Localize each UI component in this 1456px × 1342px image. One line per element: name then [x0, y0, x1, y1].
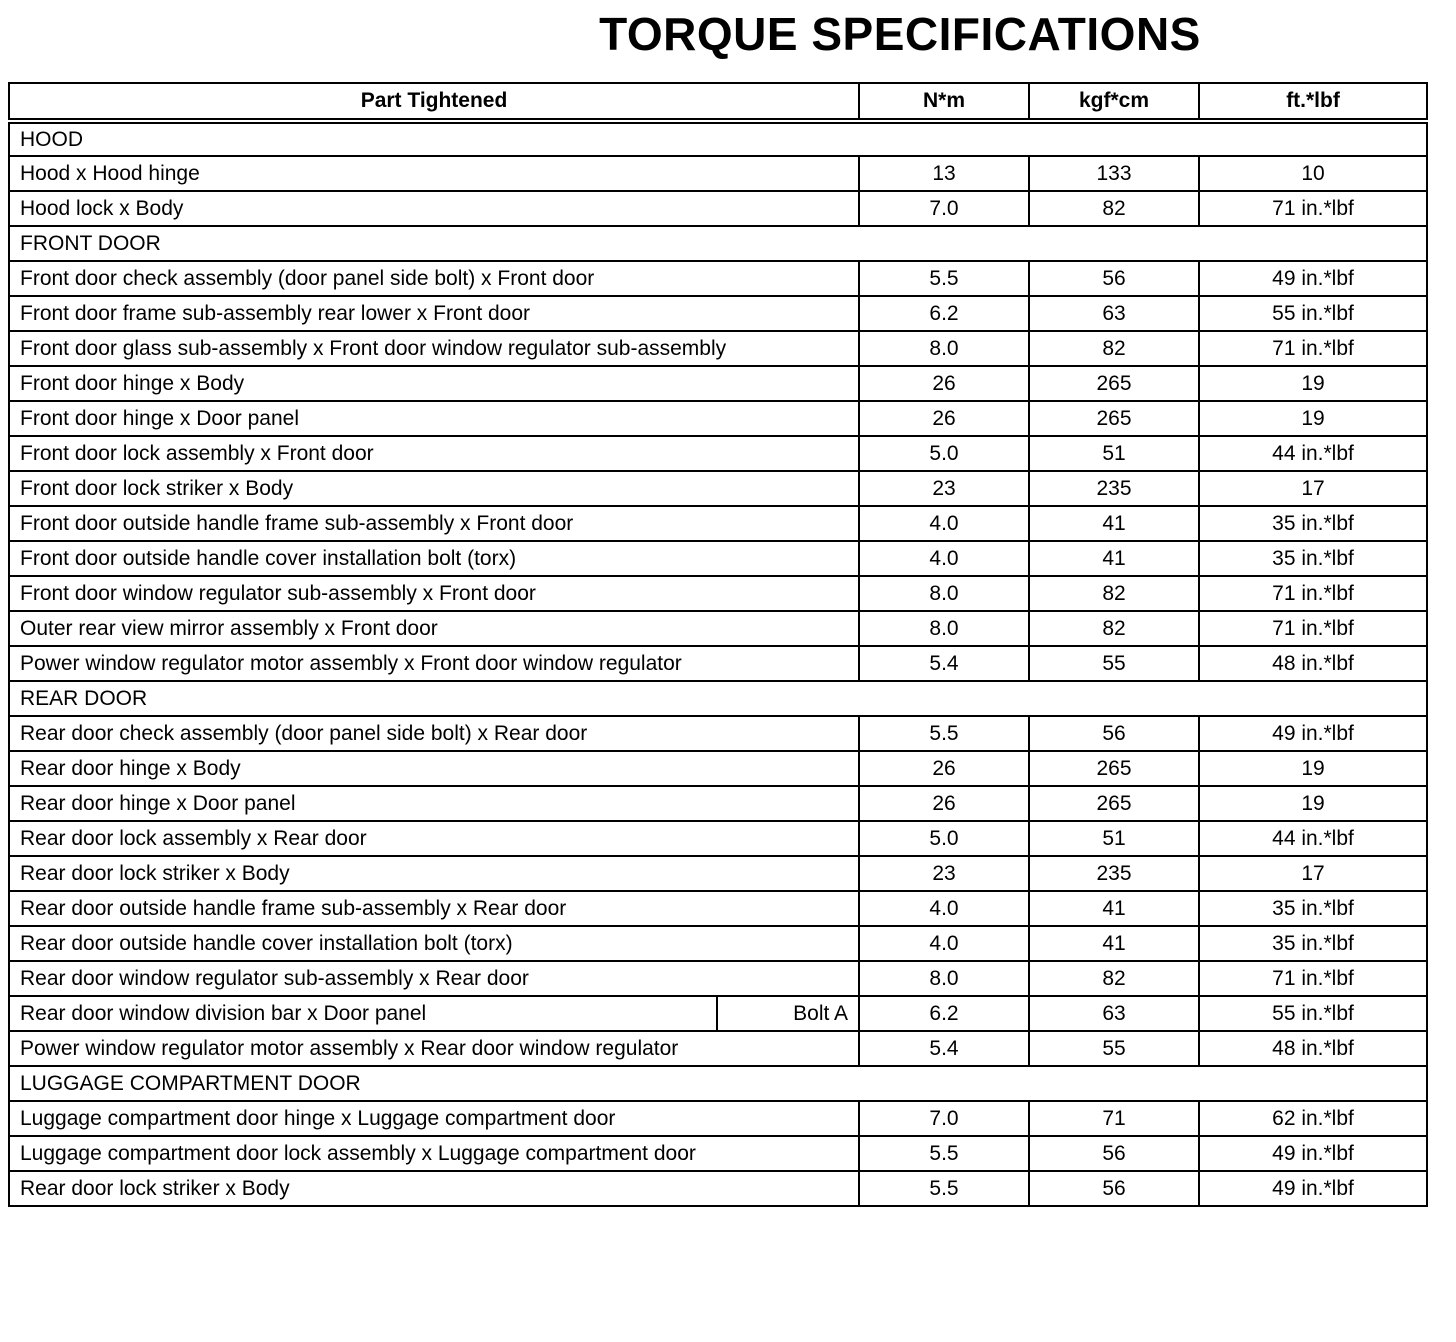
part-name-cell: Rear door window division bar x Door panel	[9, 996, 717, 1031]
table-row	[9, 821, 1427, 856]
table-row	[9, 296, 1427, 331]
nm-value-cell: 5.5	[859, 1136, 1029, 1171]
kgf-value-cell: 51	[1029, 821, 1199, 856]
part-name-cell: Outer rear view mirror assembly x Front door	[9, 611, 859, 646]
ft-lbf-value-cell: 49 in.*lbf	[1199, 1136, 1427, 1171]
table-row	[9, 786, 1427, 821]
table-row	[9, 891, 1427, 926]
kgf-value-cell: 56	[1029, 1171, 1199, 1206]
table-row	[9, 191, 1427, 226]
section-heading: FRONT DOOR	[9, 226, 1427, 261]
ft-lbf-value-cell: 44 in.*lbf	[1199, 436, 1427, 471]
part-name-cell: Rear door hinge x Door panel	[9, 786, 859, 821]
table-row	[9, 856, 1427, 891]
section-row	[9, 121, 1427, 156]
table-row	[9, 506, 1427, 541]
ft-lbf-value-cell: 48 in.*lbf	[1199, 1031, 1427, 1066]
kgf-value-cell: 265	[1029, 401, 1199, 436]
part-name-cell: Front door frame sub-assembly rear lower x Front door	[9, 296, 859, 331]
part-name-cell: Rear door lock striker x Body	[9, 1171, 859, 1206]
section-heading: REAR DOOR	[9, 681, 1427, 716]
kgf-value-cell: 82	[1029, 961, 1199, 996]
ft-lbf-value-cell: 49 in.*lbf	[1199, 261, 1427, 296]
table-row	[9, 366, 1427, 401]
page-title: TORQUE SPECIFICATIONS	[599, 8, 1201, 60]
ft-lbf-value-cell: 10	[1199, 156, 1427, 191]
part-name-cell: Hood lock x Body	[9, 191, 859, 226]
kgf-value-cell: 265	[1029, 786, 1199, 821]
part-name-cell: Rear door check assembly (door panel side bolt) x Rear door	[9, 716, 859, 751]
kgf-value-cell: 63	[1029, 296, 1199, 331]
nm-value-cell: 6.2	[859, 996, 1029, 1031]
ft-lbf-value-cell: 71 in.*lbf	[1199, 961, 1427, 996]
part-name-cell: Front door outside handle cover installation bolt (torx)	[9, 541, 859, 576]
nm-value-cell: 23	[859, 856, 1029, 891]
kgf-value-cell: 82	[1029, 611, 1199, 646]
ft-lbf-value-cell: 49 in.*lbf	[1199, 1171, 1427, 1206]
table-row	[9, 961, 1427, 996]
kgf-value-cell: 56	[1029, 261, 1199, 296]
nm-value-cell: 26	[859, 366, 1029, 401]
part-name-cell: Rear door hinge x Body	[9, 751, 859, 786]
ft-lbf-value-cell: 44 in.*lbf	[1199, 821, 1427, 856]
table-row	[9, 541, 1427, 576]
part-name-cell: Front door hinge x Body	[9, 366, 859, 401]
nm-value-cell: 26	[859, 751, 1029, 786]
part-name-cell: Rear door lock assembly x Rear door	[9, 821, 859, 856]
ft-lbf-value-cell: 35 in.*lbf	[1199, 541, 1427, 576]
nm-value-cell: 8.0	[859, 611, 1029, 646]
kgf-value-cell: 235	[1029, 856, 1199, 891]
ft-lbf-value-cell: 17	[1199, 856, 1427, 891]
part-name-cell: Front door check assembly (door panel side bolt) x Front door	[9, 261, 859, 296]
header-kgf-cm: kgf*cm	[1029, 83, 1199, 121]
part-name-cell: Power window regulator motor assembly x Front door window regulator	[9, 646, 859, 681]
nm-value-cell: 13	[859, 156, 1029, 191]
part-name-cell: Luggage compartment door hinge x Luggage compartment door	[9, 1101, 859, 1136]
part-name-cell: Luggage compartment door lock assembly x Luggage compartment door	[9, 1136, 859, 1171]
part-name-cell: Front door outside handle frame sub-assembly x Front door	[9, 506, 859, 541]
ft-lbf-value-cell: 62 in.*lbf	[1199, 1101, 1427, 1136]
part-name-cell: Front door window regulator sub-assembly x Front door	[9, 576, 859, 611]
table-header-row	[9, 83, 1427, 121]
nm-value-cell: 4.0	[859, 891, 1029, 926]
nm-value-cell: 5.5	[859, 716, 1029, 751]
section-heading: HOOD	[9, 121, 1427, 156]
ft-lbf-value-cell: 19	[1199, 751, 1427, 786]
nm-value-cell: 5.0	[859, 821, 1029, 856]
ft-lbf-value-cell: 71 in.*lbf	[1199, 576, 1427, 611]
table-row	[9, 751, 1427, 786]
part-name-cell: Power window regulator motor assembly x Rear door window regulator	[9, 1031, 859, 1066]
kgf-value-cell: 51	[1029, 436, 1199, 471]
kgf-value-cell: 55	[1029, 646, 1199, 681]
nm-value-cell: 8.0	[859, 331, 1029, 366]
nm-value-cell: 26	[859, 401, 1029, 436]
ft-lbf-value-cell: 71 in.*lbf	[1199, 331, 1427, 366]
part-name-cell: Rear door outside handle frame sub-assembly x Rear door	[9, 891, 859, 926]
kgf-value-cell: 235	[1029, 471, 1199, 506]
kgf-value-cell: 265	[1029, 751, 1199, 786]
ft-lbf-value-cell: 71 in.*lbf	[1199, 611, 1427, 646]
table-row	[9, 1031, 1427, 1066]
nm-value-cell: 4.0	[859, 506, 1029, 541]
kgf-value-cell: 82	[1029, 576, 1199, 611]
ft-lbf-value-cell: 71 in.*lbf	[1199, 191, 1427, 226]
section-row	[9, 226, 1427, 261]
nm-value-cell: 7.0	[859, 1101, 1029, 1136]
table-row	[9, 611, 1427, 646]
bolt-note-cell: Bolt A	[717, 996, 859, 1031]
kgf-value-cell: 63	[1029, 996, 1199, 1031]
nm-value-cell: 4.0	[859, 541, 1029, 576]
kgf-value-cell: 82	[1029, 191, 1199, 226]
nm-value-cell: 8.0	[859, 576, 1029, 611]
ft-lbf-value-cell: 17	[1199, 471, 1427, 506]
part-name-cell: Front door lock assembly x Front door	[9, 436, 859, 471]
table-row	[9, 1136, 1427, 1171]
kgf-value-cell: 56	[1029, 716, 1199, 751]
ft-lbf-value-cell: 55 in.*lbf	[1199, 996, 1427, 1031]
torque-table	[8, 82, 1428, 1207]
nm-value-cell: 8.0	[859, 961, 1029, 996]
part-name-cell: Front door hinge x Door panel	[9, 401, 859, 436]
ft-lbf-value-cell: 19	[1199, 366, 1427, 401]
ft-lbf-value-cell: 35 in.*lbf	[1199, 506, 1427, 541]
table-row	[9, 401, 1427, 436]
part-name-cell: Front door lock striker x Body	[9, 471, 859, 506]
ft-lbf-value-cell: 48 in.*lbf	[1199, 646, 1427, 681]
nm-value-cell: 5.5	[859, 261, 1029, 296]
nm-value-cell: 5.4	[859, 1031, 1029, 1066]
kgf-value-cell: 41	[1029, 541, 1199, 576]
table-row	[9, 926, 1427, 961]
part-name-cell: Hood x Hood hinge	[9, 156, 859, 191]
ft-lbf-value-cell: 19	[1199, 401, 1427, 436]
section-row	[9, 1066, 1427, 1101]
table-row	[9, 1101, 1427, 1136]
part-name-cell: Rear door outside handle cover installation bolt (torx)	[9, 926, 859, 961]
kgf-value-cell: 82	[1029, 331, 1199, 366]
nm-value-cell: 26	[859, 786, 1029, 821]
table-row	[9, 576, 1427, 611]
kgf-value-cell: 55	[1029, 1031, 1199, 1066]
ft-lbf-value-cell: 35 in.*lbf	[1199, 891, 1427, 926]
table-row	[9, 261, 1427, 296]
kgf-value-cell: 71	[1029, 1101, 1199, 1136]
section-row	[9, 681, 1427, 716]
nm-value-cell: 5.5	[859, 1171, 1029, 1206]
part-name-cell: Front door glass sub-assembly x Front door window regulator sub-assembly	[9, 331, 859, 366]
kgf-value-cell: 41	[1029, 891, 1199, 926]
section-heading: LUGGAGE COMPARTMENT DOOR	[9, 1066, 1427, 1101]
part-name-cell: Rear door window regulator sub-assembly x Rear door	[9, 961, 859, 996]
table-row	[9, 716, 1427, 751]
table-row	[9, 646, 1427, 681]
kgf-value-cell: 41	[1029, 926, 1199, 961]
nm-value-cell: 4.0	[859, 926, 1029, 961]
ft-lbf-value-cell: 35 in.*lbf	[1199, 926, 1427, 961]
kgf-value-cell: 265	[1029, 366, 1199, 401]
nm-value-cell: 5.4	[859, 646, 1029, 681]
nm-value-cell: 6.2	[859, 296, 1029, 331]
part-name-cell: Rear door lock striker x Body	[9, 856, 859, 891]
table-row	[9, 996, 1427, 1031]
kgf-value-cell: 56	[1029, 1136, 1199, 1171]
table-row	[9, 331, 1427, 366]
table-row	[9, 1171, 1427, 1206]
kgf-value-cell: 41	[1029, 506, 1199, 541]
table-row	[9, 436, 1427, 471]
ft-lbf-value-cell: 19	[1199, 786, 1427, 821]
nm-value-cell: 5.0	[859, 436, 1029, 471]
header-part-tightened: Part Tightened	[9, 83, 859, 121]
ft-lbf-value-cell: 49 in.*lbf	[1199, 716, 1427, 751]
table-row	[9, 471, 1427, 506]
nm-value-cell: 23	[859, 471, 1029, 506]
nm-value-cell: 7.0	[859, 191, 1029, 226]
ft-lbf-value-cell: 55 in.*lbf	[1199, 296, 1427, 331]
table-body	[9, 121, 1427, 1206]
header-ft-lbf: ft.*lbf	[1199, 83, 1427, 121]
table-row	[9, 156, 1427, 191]
kgf-value-cell: 133	[1029, 156, 1199, 191]
header-nm: N*m	[859, 83, 1029, 121]
